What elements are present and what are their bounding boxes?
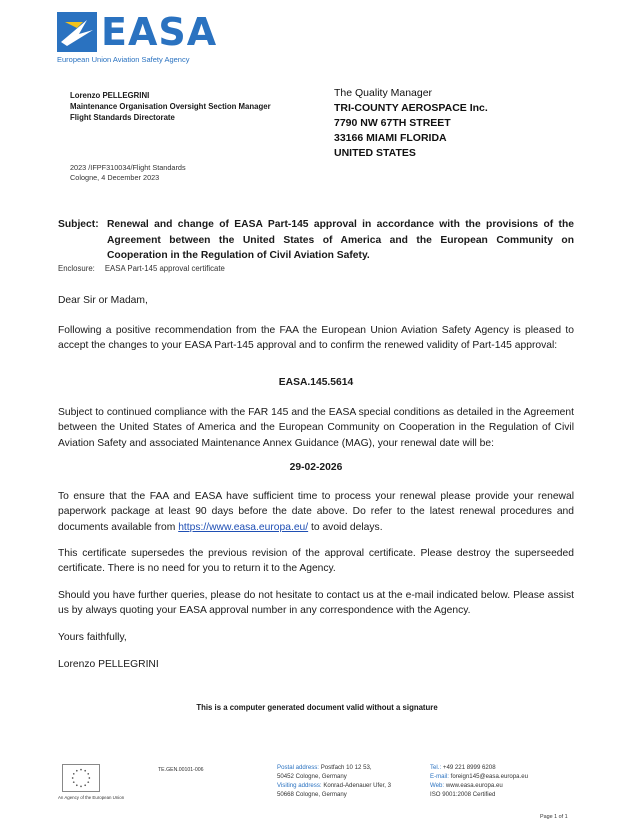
enclosure-value: EASA Part-145 approval certificate <box>104 264 225 273</box>
paragraph-4: This certificate supersedes the previous revision of the approval certificate. Please destroy the superseeded certificate. There is no need for you to return it to the Agency. <box>58 548 574 575</box>
computer-generated-notice: This is a computer generated document valid without a signature <box>196 703 438 712</box>
reference-block <box>70 163 186 183</box>
addressee-city: 33166 MIAMI FLORIDA <box>334 132 447 144</box>
easa-logo <box>57 10 218 64</box>
addressee-line: The Quality Manager <box>334 87 433 99</box>
place-date: Cologne, 4 December 2023 <box>70 173 160 182</box>
page-number: Page 1 of 1 <box>540 814 568 820</box>
visiting-city: 50668 Cologne, Germany <box>277 791 347 798</box>
logo-wordmark: EASA <box>101 10 218 54</box>
subject-block <box>58 217 574 264</box>
visiting-value: Konrad-Adenauer Ufer, 3 <box>323 782 392 789</box>
logo-subtitle: European Union Aviation Safety Agency <box>57 55 190 64</box>
signature-name: Lorenzo PELLEGRINI <box>58 659 159 670</box>
easa-website-link[interactable]: https://www.easa.europa.eu/ <box>178 521 309 533</box>
iso-certification: ISO 9001:2008 Certified <box>430 791 496 798</box>
document-code: TE.GEN.00101-006 <box>158 767 204 773</box>
approval-number: EASA.145.5614 <box>278 377 354 388</box>
easa-wing-icon <box>57 12 97 52</box>
sender-name: Lorenzo PELLEGRINI <box>70 91 150 100</box>
footer-contacts <box>430 763 528 799</box>
web-value[interactable]: www.easa.europa.eu <box>445 782 503 789</box>
email-label: E-mail: <box>430 773 449 780</box>
eu-flag-icon <box>62 764 100 792</box>
paragraph-2: Subject to continued compliance with the FAR 145 and the EASA special conditions as detailed in the Agreement between the United States of America and the European Community on Cooperation in the Regulation of Civil Aviation Safety and associated Maintenance Annex Guidance (MAG), your renewal date will be: <box>58 407 574 449</box>
enclosure-label: Enclosure: <box>58 264 95 273</box>
addressee-street: 7790 NW 67TH STREET <box>334 117 451 129</box>
visiting-label: Visiting address: <box>277 782 322 789</box>
salutation: Dear Sir or Madam, <box>58 295 148 306</box>
sender-title: Maintenance Organisation Oversight Section Manager <box>70 102 271 111</box>
addressee-company: TRI-COUNTY AEROSPACE Inc. <box>334 102 488 114</box>
reference-code: 2023 /IFPF310034/Flight Standards <box>70 163 186 172</box>
paragraph-3 <box>58 489 574 535</box>
subject-text: Renewal and change of EASA Part-145 approval in accordance with the provisions of the Agreement between the United States of America and the European Community on Cooperation in the Regulation of Civil Aviation Safety. <box>107 219 574 261</box>
renewal-date: 29-02-2026 <box>289 462 343 473</box>
postal-city: 50452 Cologne, Germany <box>277 773 347 780</box>
web-label: Web: <box>430 782 445 789</box>
addressee-country: UNITED STATES <box>334 147 416 159</box>
eu-caption: An Agency of the European Union <box>58 795 125 800</box>
email-value[interactable]: foreign145@easa.europa.eu <box>450 773 529 780</box>
paragraph-3-end: to avoid delays. <box>308 521 383 533</box>
sender-directorate: Flight Standards Directorate <box>70 113 175 122</box>
paragraph-3-text: To ensure that the FAA and EASA have sufficient time to process your renewal please provide your renewal paperwork package at least 90 days before the date above. Do refer to the latest renewal procedures and documents available from <box>58 491 574 533</box>
paragraph-1: Following a positive recommendation from the FAA the European Union Aviation Safety Agency is pleased to accept the changes to your EASA Part-145 approval and to confirm the renewed validity of Part-145 approval: <box>58 325 574 352</box>
enclosure-line <box>58 264 225 273</box>
sender-block <box>70 90 271 123</box>
tel-label: Tel.: <box>430 764 442 771</box>
closing: Yours faithfully, <box>58 632 127 643</box>
addressee-block <box>334 86 488 161</box>
tel-value: +49 221 8999 6208 <box>442 764 496 771</box>
postal-label: Postal address: <box>277 764 320 771</box>
postal-value: Postfach 10 12 53, <box>320 764 372 771</box>
paragraph-5: Should you have further queries, please do not hesitate to contact us at the e-mail indicated below. Please assist us by always quoting your EASA approval number in any correspondence with the Agency. <box>58 590 574 617</box>
footer-address <box>277 763 391 799</box>
subject-label: Subject: <box>58 219 99 230</box>
